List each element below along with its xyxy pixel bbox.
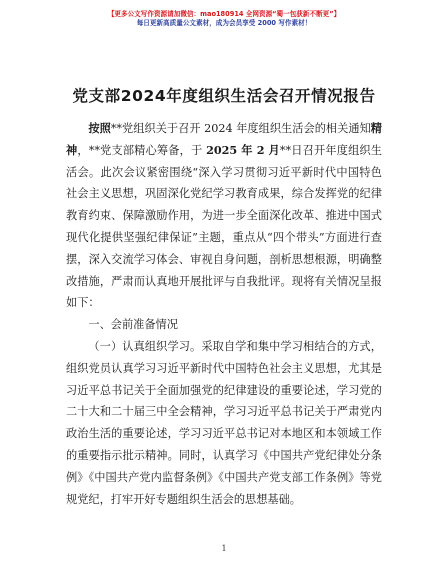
- promo-line-1: 【更多公文写作资源请加微信：mao180914 全网资源“蜀一包获新不断更”】: [107, 10, 341, 18]
- intro-text-2: ，**党支部精心筹备，于: [77, 143, 207, 157]
- intro-text-3: **日召开年度组织生活会。此次会议紧密围绕“深入学习贯彻习近平新时代中国特色社会主义思想，巩固深化党纪学习教育成果，综合发挥党的纪律教育约束、保障激励作用，为进一步全面深化改革、推进中国式现代化提供坚强纪律保证”主题，重点从“四个带头”方面进行查摆，深入交流学习体会、审视自身问题，剖析思想根源，明确整改措施，严肃而认真地开展批评与自我批评。现将有关情况呈报如下：: [66, 143, 382, 310]
- intro-paragraph: [66, 118, 382, 314]
- intro-emphasis-1: 精神: [66, 121, 382, 157]
- intro-text-1: **党组织关于召开 2024 年度组织生活会的相关通知: [110, 122, 371, 135]
- document-body: [66, 118, 382, 510]
- page-number: 1: [221, 544, 227, 553]
- intro-date: 2025 年 2 月: [206, 142, 280, 157]
- study-paragraph: （一）认真组织学习。采取自学和集中学习相结合的方式，组织党员认真学习习近平新时代中国特色社会主义思想，尤其是习近平总书记关于全面加强党的纪律建设的重要论述，学习党的二十大和二十届三中全会精神，学习习近平总书记关于严肃党内政治生活的重要论述，学习习近平总书记对本地区和本领域工作的重要指示批示精神。同时，认真学习《中国共产党纪律处分条例》《中国共产党内监督条例》《中国共产党支部工作条例》等党规党纪，打牢开好专题组织生活会的思想基础。: [66, 339, 382, 506]
- document-title: 党支部2024年度组织生活会召开情况报告: [72, 87, 376, 105]
- promo-banner: [0, 10, 448, 28]
- promo-line-2: 每日更新高质量公文素材，成为会员享受 2000 写作素材！: [136, 19, 312, 27]
- section-heading-1: 一、会前准备情况: [88, 318, 178, 332]
- intro-lead: 按照: [88, 121, 111, 135]
